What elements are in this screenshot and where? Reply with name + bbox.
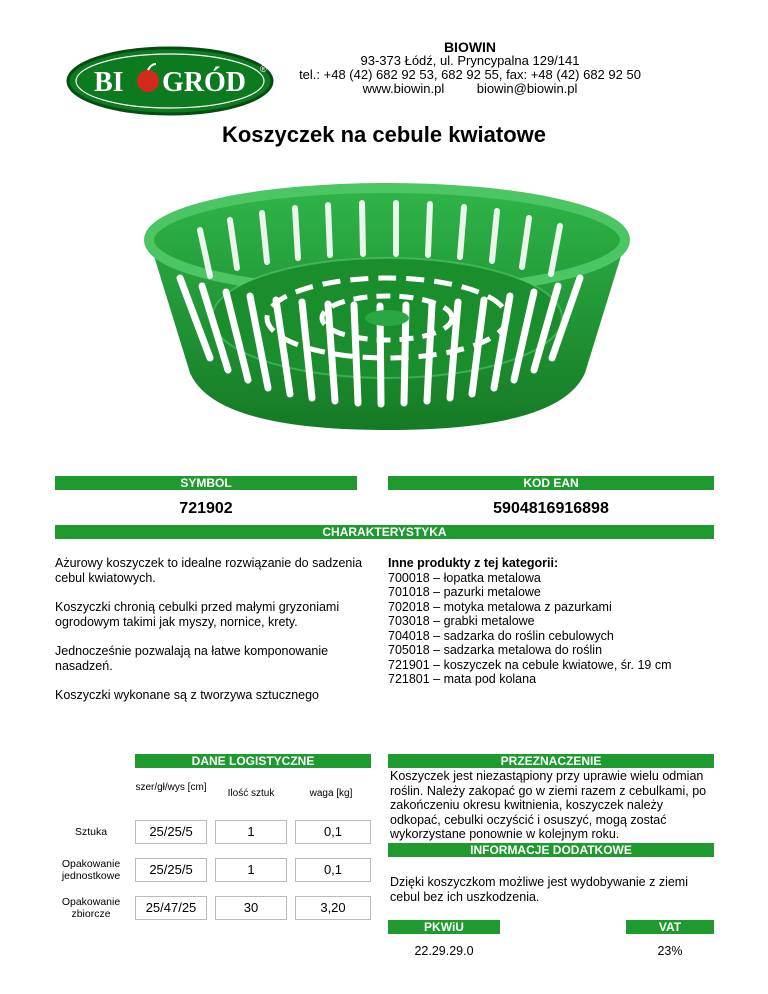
pkwiu-value: 22.29.29.0 [414,944,474,958]
ean-value: 5904816916898 [493,500,609,517]
apple-icon [137,70,159,92]
characteristics-paragraph: Koszyczki chronią cebulki przed małymi gryzoniami ogrodowym takimi jak myszy, nornice, krety. [55,600,340,629]
list-item: 721901 – koszyczek na cebule kwiatowe, śr. 19 cm [388,657,672,672]
characteristics-paragraph: Koszyczki wykonane są z tworzywa sztucznego [55,688,319,702]
characteristics-paragraph: Jednocześnie pozwalają na łatwe komponowanie nasadzeń. [55,644,329,673]
vat-header: VAT [626,920,714,934]
list-item: 702018 – motyka metalowa z pazurkami [388,599,612,614]
characteristics-header: CHARAKTERYSTYKA [55,525,714,539]
table-cell: 1 [215,858,287,882]
logo-text-left: BI [94,67,124,98]
table-cell: 25/25/5 [135,858,207,882]
product-image-basket [140,168,635,438]
list-item: 701018 – pazurki metalowe [388,585,541,599]
logo-text-right: GRÓD [162,67,246,98]
company-phone: tel.: +48 (42) 682 92 53, 682 92 55, fax: +48 (42) 682 92 50 [299,67,641,82]
row-label-unit: Sztuka [74,826,108,838]
additional-info-text: Dzięki koszyczkom możliwe jest wydobywanie z ziemi cebul bez ich uszkodzenia. [390,875,688,904]
characteristics-text [55,556,365,718]
page-title: Koszyczek na cebule kwiatowe [221,122,547,147]
row-label-unit-pack: Opakowanie jednostkowe [61,858,121,882]
pkwiu-header: PKWiU [388,920,500,934]
table-cell: 25/25/5 [135,820,207,844]
company-name: BIOWIN [443,39,497,55]
list-item: 703018 – grabki metalowe [388,614,535,628]
company-email-link[interactable]: biowin@biowin.pl [476,81,578,96]
other-products-title: Inne produkty z tej kategorii: [388,556,559,570]
vat-value: 23% [657,944,683,958]
other-products [388,556,718,687]
row-label-bulk-pack: Opakowanie zbiorcze [61,896,121,920]
list-item: 721801 – mata pod kolana [388,672,537,686]
company-info [290,40,650,96]
table-cell: 0,1 [295,858,371,882]
col-weight-header: waga [kg] [309,788,353,799]
table-cell: 3,20 [295,896,371,920]
company-address: 93-373 Łódź, ul. Pryncypalna 129/141 [360,53,580,68]
biogrod-logo [66,46,274,116]
table-cell: 25/47/25 [135,896,207,920]
table-cell: 0,1 [295,820,371,844]
table-cell: 1 [215,820,287,844]
symbol-value: 721902 [179,500,233,517]
symbol-header: SYMBOL [55,476,357,490]
characteristics-paragraph: Ażurowy koszyczek to idealne rozwiązanie do sadzenia cebul kwiatowych. [55,556,363,585]
purpose-header: PRZEZNACZENIE [388,754,714,768]
additional-info-header: INFORMACJE DODATKOWE [388,843,714,857]
svg-text:®: ® [260,64,267,74]
purpose-text: Koszyczek jest niezastąpiony przy uprawie wielu odmian roślin. Należy zakopać go w ziemi razem z cebulkami, po zakończeniu okresu kwitnienia, koszyczek należy odkopać, cebulki oczyścić i osuszyć, mogą zostać wykorzystane ponownie w kolejnym roku. [390,769,707,841]
company-web-link[interactable]: www.biowin.pl [362,81,445,96]
logistics-header: DANE LOGISTYCZNE [135,754,371,768]
ean-header: KOD EAN [388,476,714,490]
list-item: 704018 – sadzarka do roślin cebulowych [388,628,614,643]
table-cell: 30 [215,896,287,920]
col-qty-header: Ilość sztuk [227,788,275,799]
list-item: 700018 – łopatka metalowa [388,570,541,585]
list-item: 705018 – sadzarka metalowa do roślin [388,643,603,657]
col-dims-header: szer/gł/wys [cm] [135,782,207,793]
